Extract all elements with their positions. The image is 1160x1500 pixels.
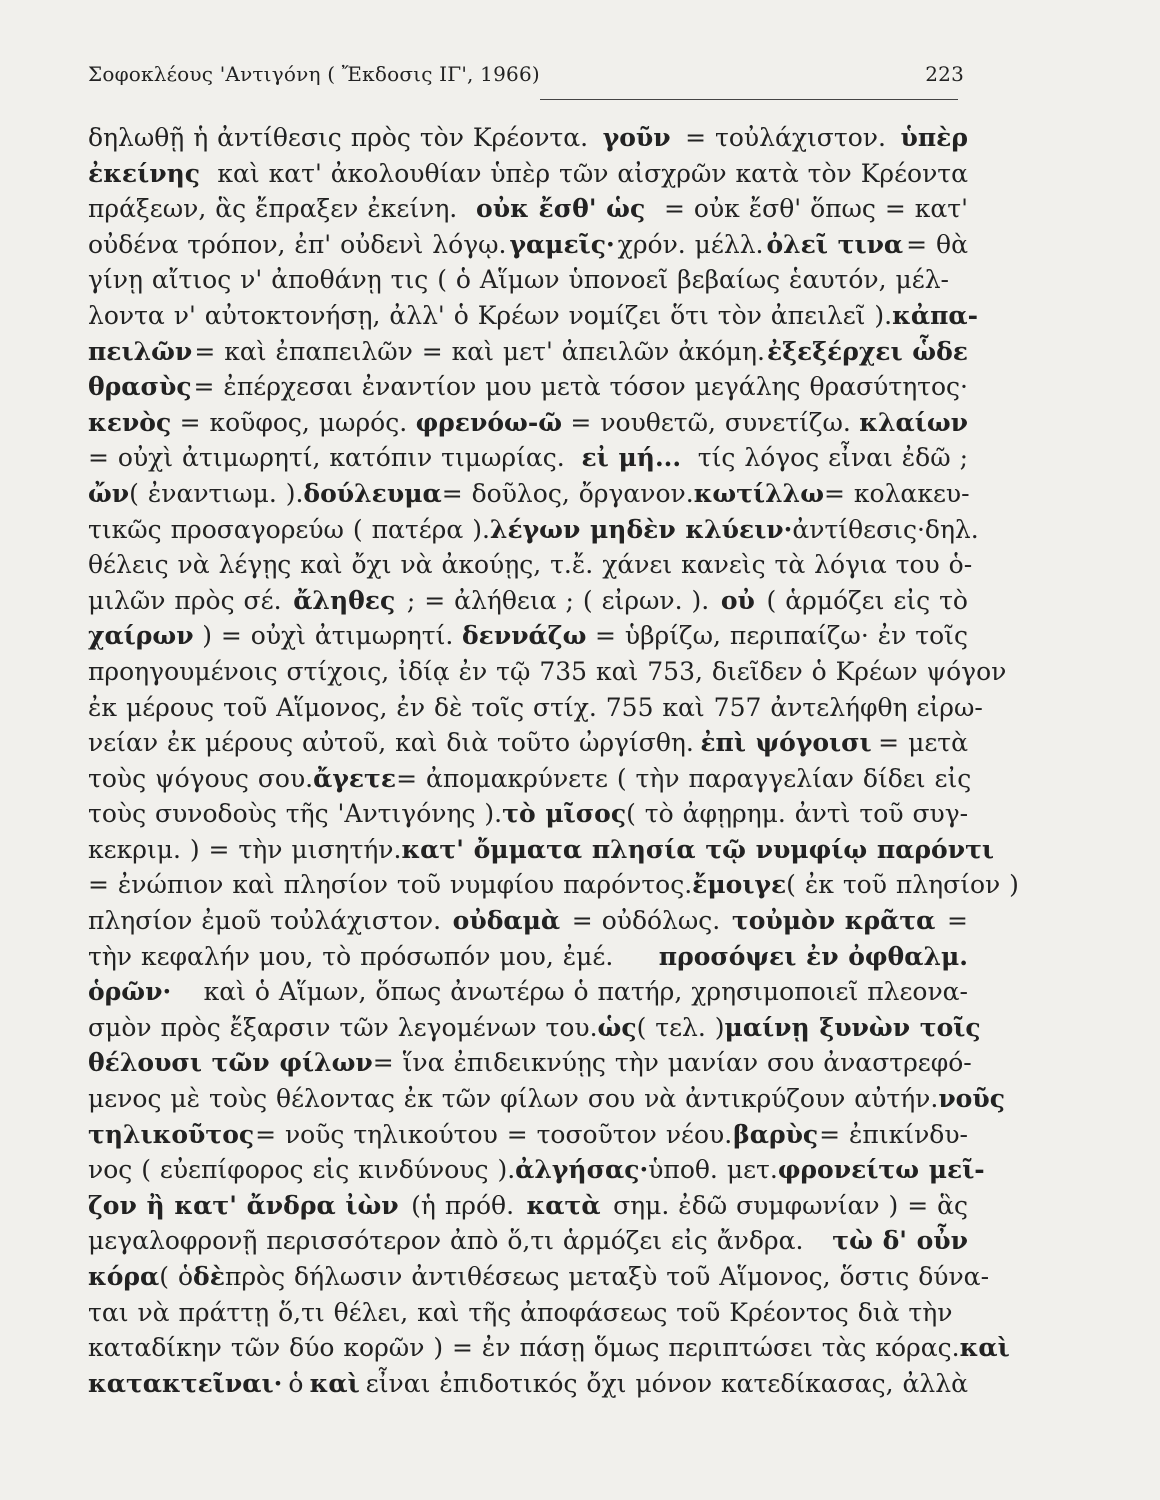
lemma-term: τὸ μῖσος [502,799,627,829]
lemma-term: ἄληθες [293,585,396,615]
lemma-term: εἰ μή... [581,443,682,473]
lemma-term: φρενόω-ῶ [415,407,563,437]
gloss-text: τὴν κεφαλήν μου, τὸ πρόσωπόν μου, ἐμέ. [88,941,614,971]
gloss-text: τικῶς προσαγορεύω ( πατέρα ). [88,514,490,544]
text-line [88,476,968,512]
gloss-text: ὁ [288,1368,304,1398]
gloss-text: = κολακευ- [824,478,970,508]
gloss-text: ( ἐκ τοῦ πλησίον ) [786,870,1019,900]
lemma-term: ἄγετε [313,763,397,793]
gloss-text: καὶ ὁ Αἵμων, ὅπως ἀνωτέρω ὁ πατήρ, χρησιμοποιεῖ πλεονα- [203,977,968,1007]
text-line [88,298,979,334]
gloss-text: τοὺς συνοδοὺς τῆς 'Αντιγόνης ). [88,799,503,829]
gloss-text: εἶναι ἐπιδοτικός ὄχι μόνον κατεδίκασας, ἀλλὰ [365,1368,968,1398]
gloss-text: πράξεων, ἃς ἔπραξεν ἐκείνη. [88,194,458,224]
text-line [88,369,968,405]
gloss-text: = νοῦς τηλικούτου = τοσοῦτον νέου. [255,1119,733,1149]
running-title: Σοφοκλέους 'Αντιγόνη ( Ἔκδοσις ΙΓ', 1966) [88,62,540,86]
gloss-text: (ἡ πρόθ. [411,1190,515,1220]
gloss-text: = οὐχὶ ἀτιμωρητί, κατόπιν τιμωρίας. [88,443,565,473]
text-line [88,903,968,939]
text-line [88,120,968,156]
gloss-text: = οὐδόλως. [571,906,721,936]
gloss-text: ( τὸ ἀφῃρημ. ἀντὶ τοῦ συγ- [626,799,969,829]
gloss-text: ( ἐναντιωμ. ). [129,478,304,508]
text-line [88,1045,972,1081]
lemma-term: γοῦν [602,123,671,152]
page-number: 223 [925,62,964,86]
gloss-text: χρόν. μέλλ. [617,229,764,259]
gloss-text: τίς λόγος εἶναι ἐδῶ ; [697,443,968,473]
text-line [88,761,972,797]
gloss-text: γίνῃ αἴτιος ν' ἀποθάνῃ τις ( ὁ Αἵμων ὑπονοεῖ βεβαίως ἑαυτόν, μέλ- [88,265,949,295]
lemma-term: θέλουσι τῶν φίλων [88,1048,373,1078]
gloss-text: ( ἁρμόζει εἰς τὸ [766,585,968,615]
text-line [88,690,983,726]
lemma-term: τὼ δ' οὖν [832,1226,968,1256]
lemma-term: κἀπα- [892,300,979,330]
lemma-term: πειλῶν [88,336,193,366]
lemma-term: βαρὺς [733,1119,819,1149]
gloss-text: μενος μὲ τοὺς θέλοντας ἐκ τῶν φίλων σου νὰ ἀντικρύζουν αὐτήν. [88,1084,939,1114]
text-line [88,1117,968,1153]
lemma-term: κωτίλλω [693,478,825,508]
lemma-term: κατακτεῖναι· [88,1368,283,1398]
gloss-text: θέλεις νὰ λέγῃς καὶ ὄχι νὰ ἀκούῃς, τ.ἔ. χάνει κανεὶς τὰ λόγια του ὁ- [88,550,973,580]
lemma-term: ὑπὲρ [900,123,968,152]
text-line [88,1081,1005,1117]
lemma-term: νοῦς [938,1084,1005,1114]
gloss-text: τοὺς ψόγους σου. [88,763,314,793]
text-line [88,725,968,761]
text-line [88,1223,968,1259]
text-line [88,939,968,975]
gloss-text: = ἐπικίνδυ- [819,1119,968,1149]
lemma-term: ζον ἢ κατ' ἄνδρα ἰὼν [88,1190,399,1220]
gloss-text: = καὶ ἐπαπειλῶν = καὶ μετ' ἀπειλῶν ἀκόμη. [194,336,765,366]
gloss-text: σμὸν πρὸς ἔξαρσιν τῶν λεγομένων του. [88,1012,598,1042]
gloss-text: = ὑβρίζω, περιπαίζω· ἐν τοῖς [595,621,968,651]
text-line [88,440,968,476]
lemma-term: φρονείτω μεῖ- [777,1155,985,1185]
lemma-term: ἔμοιγε [692,870,787,900]
text-line [88,654,1007,690]
text-line [88,512,979,548]
gloss-text: καταδίκην τῶν δύο κορῶν ) = ἐν πάσῃ ὅμως περιπτώσει τὰς κόρας. [88,1333,960,1363]
commentary-text [88,120,1019,1401]
lemma-term: κενὸς [88,407,172,437]
gloss-text: = κοῦφος, μωρός. [179,407,408,437]
gloss-text: μιλῶν πρὸς σέ. [88,585,282,615]
text-line [88,974,968,1010]
lemma-term: κόρα [88,1262,160,1291]
lemma-term: τηλικοῦτος [88,1119,255,1149]
gloss-text: σημ. ἐδῶ συμφωνίαν ) = ἃς [613,1190,968,1220]
lemma-term: ἀλγήσας· [515,1155,649,1185]
gloss-text: = ἐνώπιον καὶ πλησίον τοῦ νυμφίου παρόντος. [88,870,693,900]
lemma-term: δὲ [193,1262,225,1291]
lemma-term: χαίρων [88,621,194,651]
gloss-text: = νουθετῶ, συνετίζω. [570,407,851,437]
lemma-term: μαίνῃ ξυνὼν τοῖς [724,1012,981,1042]
lemma-term: οὐδαμὰ [452,906,561,936]
lemma-term: καὶ [309,1368,360,1398]
text-line [88,618,968,654]
lemma-term: θρασὺς [88,372,192,402]
lemma-term: λέγων μηδὲν κλύειν· [489,514,793,544]
text-line [88,867,1019,903]
gloss-text: = ἵνα ἐπιδεικνύῃς τὴν μανίαν σου ἀναστρεφό- [372,1048,972,1078]
gloss-text: προηγουμένοις στίχοις, ἰδίᾳ ἐν τῷ 735 καὶ 753, διεῖδεν ὁ Κρέων ψόγον [88,656,1007,686]
gloss-text: λοντα ν' αὐτοκτονήσῃ, ἀλλ' ὁ Κρέων νομίζει ὅτι τὸν ἀπειλεῖ ). [88,300,893,330]
text-line [88,1259,990,1295]
lemma-term: ἐπὶ ψόγοισι [700,728,872,758]
gloss-text: ( τελ. ) [636,1012,725,1042]
gloss-text: μεγαλοφρονῇ περισσότερον ἀπὸ ὅ,τι ἁρμόζει εἰς ἄνδρα. [88,1226,804,1256]
text-line [88,1295,968,1331]
gloss-text: νος ( εὐεπίφορος εἰς κινδύνους ). [88,1155,516,1185]
gloss-text: ; = ἀλήθεια ; ( εἰρων. ). [406,585,710,615]
gloss-text: = [947,906,968,936]
lemma-term: καὶ [959,1333,1010,1363]
text-line [88,262,968,298]
gloss-text: ται νὰ πράττῃ ὅ,τι θέλει, καὶ τῆς ἀποφάσεως τοῦ Κρέοντος διὰ τὴν [88,1297,953,1327]
text-line [88,1010,981,1046]
gloss-text: = μετὰ [878,728,968,758]
gloss-text: = δοῦλος, ὄργανον. [441,478,694,508]
gloss-text: ( ὁ [159,1262,194,1291]
gloss-text: = οὐκ ἔσθ' ὅπως = κατ' [664,194,968,224]
gloss-text: ) = οὐχὶ ἀτιμωρητί. [202,621,454,651]
gloss-text: δηλωθῇ ἡ ἀντίθεσις πρὸς τὸν Κρέοντα. [88,123,589,152]
lemma-term: οὐκ ἔσθ' ὡς [476,194,646,224]
gloss-text: = θὰ [906,229,968,259]
gloss-text: καὶ κατ' ἀκολουθίαν ὑπὲρ τῶν αἰσχρῶν κατὰ τὸν Κρέοντα [217,158,968,188]
gloss-text: πλησίον ἐμοῦ τοὐλάχιστον. [88,906,442,936]
gloss-text: πρὸς δήλωσιν ἀντιθέσεως μεταξὺ τοῦ Αἵμονος, ὅστις δύνα- [224,1262,990,1291]
gloss-text: κεκριμ. ) = τὴν μισητήν. [88,834,402,864]
text-line [88,1330,1010,1366]
lemma-term: ἐξεξέρχει ὧδε [767,336,968,366]
gloss-text: νείαν ἐκ μέρους αὐτοῦ, καὶ διὰ τοῦτο ὠργίσθη. [88,728,694,758]
lemma-term: οὐ [720,585,755,615]
lemma-term: προσόψει ἐν ὀφθαλμ. [658,941,968,971]
text-line [88,583,968,619]
lemma-term: ὁρῶν· [88,977,172,1007]
header-rule [540,99,958,100]
gloss-text: = τοὐλάχιστον. [685,123,886,152]
lemma-term: κατ' ὄμματα πλησία τῷ νυμφίῳ παρόντι [401,834,994,864]
text-line [88,1152,985,1188]
gloss-text: ἐκ μέρους τοῦ Αἵμονος, ἐν δὲ τοῖς στίχ. 755 καὶ 757 ἀντελήφθη εἰρω- [88,692,983,722]
lemma-term: γαμεῖς· [509,229,615,259]
lemma-term: τοὐμὸν κρᾶτα [731,906,936,936]
gloss-text: = ἀπομακρύνετε ( τὴν παραγγελίαν δίδει εἰς [396,763,972,793]
text-line [88,191,968,227]
text-line [88,1366,968,1402]
lemma-term: ἐκείνης [88,158,200,188]
lemma-term: κατὰ [526,1190,601,1220]
text-line [88,832,994,868]
gloss-text: = ἐπέρχεσαι ἐναντίον μου μετὰ τόσον μεγάλης θρασύτητος· [193,372,968,402]
text-line [88,156,968,192]
text-line [88,227,968,263]
text-line [88,547,973,583]
gloss-text: ἀντίθεσις·δηλ. [792,514,979,544]
lemma-term: δούλευμα [303,478,442,508]
lemma-term: δεννάζω [461,621,587,651]
text-line [88,1188,968,1224]
lemma-term: ὡς [597,1012,637,1042]
running-header [88,62,964,86]
lemma-term: κλαίων [859,407,968,437]
text-line [88,796,968,832]
text-line [88,405,968,441]
text-line [88,334,968,370]
gloss-text: οὐδένα τρόπον, ἐπ' οὐδενὶ λόγῳ. [88,229,507,259]
lemma-term: ὤν [88,478,130,508]
lemma-term: ὀλεῖ τινα [766,229,904,259]
gloss-text: ὑποθ. μετ. [648,1155,778,1185]
